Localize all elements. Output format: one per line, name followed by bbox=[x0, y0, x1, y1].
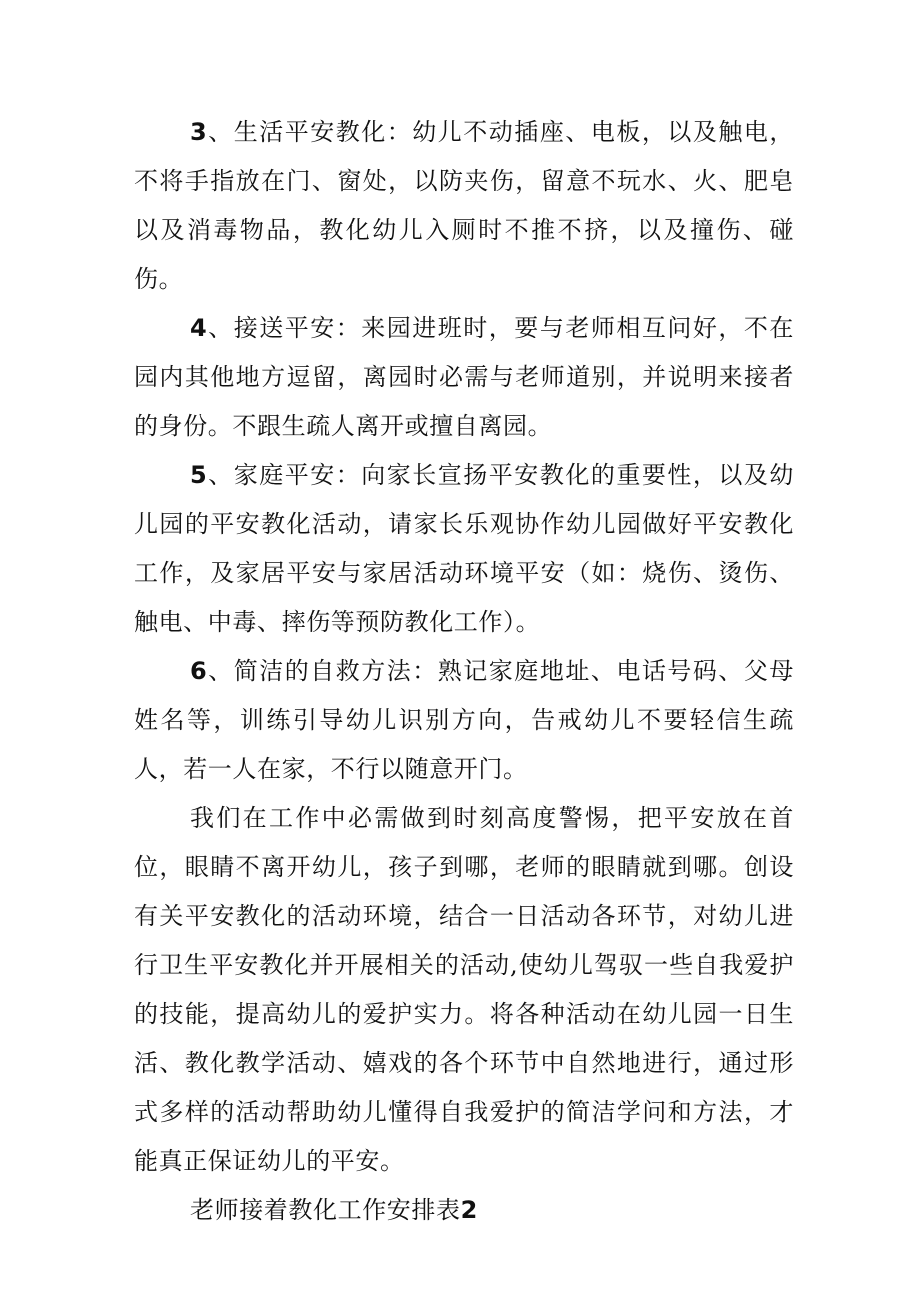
next-section-title-text: 老师接着教化工作安排表 bbox=[190, 1196, 461, 1224]
document-body bbox=[134, 108, 794, 1235]
item-text: 、家庭平安：向家长宣扬平安教化的重要性，以及幼儿园的平安教化活动，请家长乐观协作幼儿园做好平安教化工作，及家居平安与家居活动环境平安（如：烧伤、烫伤、触电、中毒、摔伤等预防教化工作）。 bbox=[134, 461, 794, 636]
item-text: 、简洁的自救方法：熟记家庭地址、电话号码、父母姓名等，训练引导幼儿识别方向，告戒幼儿不要轻信生疏人，若一人在家，不行以随意开门。 bbox=[134, 657, 794, 783]
summary-paragraph: 我们在工作中必需做到时刻高度警惕，把平安放在首位，眼睛不离开幼儿，孩子到哪，老师的眼睛就到哪。创设有关平安教化的活动环境，结合一日活动各环节，对幼儿进行卫生平安教化并开展相关的活动,使幼儿驾驭一些自我爱护的技能，提高幼儿的爱护实力。将各种活动在幼儿园一日生活、教化教学活动、嬉戏的各个环节中自然地进行，通过形式多样的活动帮助幼儿懂得自我爱护的简洁学问和方法，才能真正保证幼儿的平安。 bbox=[134, 804, 794, 1175]
item-number: 3 bbox=[190, 118, 208, 146]
next-section-title bbox=[134, 1186, 794, 1235]
item-number: 6 bbox=[190, 657, 208, 685]
item-number: 4 bbox=[190, 314, 208, 342]
list-item bbox=[134, 108, 794, 304]
list-item bbox=[134, 451, 794, 647]
item-text: 、接送平安：来园进班时，要与老师相互问好，不在园内其他地方逗留，离园时必需与老师道别，并说明来接者的身份。不跟生疏人离开或擅自离园。 bbox=[134, 314, 794, 440]
item-number: 5 bbox=[190, 461, 208, 489]
next-section-title-number: 2 bbox=[460, 1196, 478, 1224]
list-item bbox=[134, 647, 794, 794]
list-item bbox=[134, 304, 794, 451]
item-text: 、生活平安教化：幼儿不动插座、电板，以及触电，不将手指放在门、窗处，以防夹伤，留意不玩水、火、肥皂以及消毒物品，教化幼儿入厕时不推不挤，以及撞伤、碰伤。 bbox=[134, 118, 794, 293]
